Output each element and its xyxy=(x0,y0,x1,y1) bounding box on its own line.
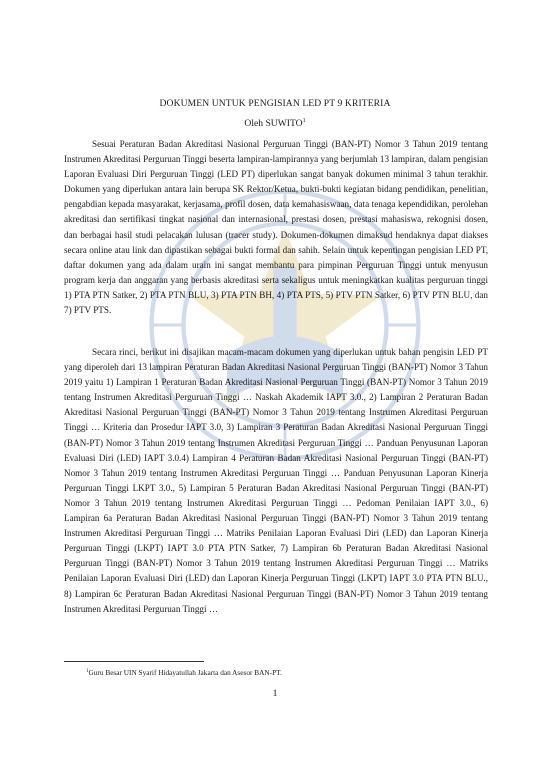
author-footnote-mark: 1 xyxy=(302,118,306,124)
footnote-divider xyxy=(64,661,204,662)
document-title: DOKUMEN UNTUK PENGISIAN LED PT 9 KRITERIA xyxy=(159,98,391,109)
footnote-mark: 1 xyxy=(86,669,89,674)
paragraph-intro: Sesuai Peraturan Badan Akreditasi Nasional Perguruan Tinggi (BAN-PT) Nomor 3 Tahun 2019 tentang Instrumen Akreditasi Perguruan Tinggi beserta lampiran-lampirannya yang berjumlah 13 lampiran, dalam pengisian Laporan Evaluasi Diri Perguruan Tinggi (LED PT) diperlukan sangat banyak dokumen minimal 3 tahun terakhir. Dokumen yang diperlukan antara lain berupa SK Rektor/Ketua, bukti-bukti kegiatan bidang pendidikan, penelitian, pengabdian kepada masyarakat, kerjasama, profil dosen, data kemahasiswaan, data tenaga kependidikan, perolehan akreditasi dan sertifikasi tingkat nasional dan internasional, prestasi dosen, prestasi mahasiswa, rekognisi dosen, dan berbagai hasil studi pelacakan lulusan (tracer study). Dokumen-dokumen dimaksud hendaknya dapat diakses secara online atau link dan dipastikan sebagai bukti formal dan sahih. Selain untuk kepentingan pengisian LED PT, daftar dokumen yang ada dalam urain ini sangat membantu para pimpinan Perguruan Tinggi untuk menyusun program kerja dan anggaran yang berbasis akreditasi serta sekaligus untuk meningkatkan kualitas perguruan tinggi 1) PTA PTN Satker, 2) PTA PTN BLU, 3) PTA PTN BH, 4) PTA PTS, 5) PTV PTN Satker, 6) PTV PTN BLU, dan 7) PTV PTS. xyxy=(64,139,488,316)
footnote-text: Guru Besar UIN Syarif Hidayatullah Jakarta dan Asesor BAN-PT. xyxy=(88,668,282,677)
paragraph-details: Secara rinci, berikut ini disajikan macam-macam dokumen yang diperlukan untuk bahan pengisin LED PT yang diperoleh dari 13 lampiran Peraturan Badan Akreditasi Nasional Perguruan Tinggi (BAN-PT) Nomor 3 Tahun 2019 yaitu 1) Lampiran 1 Peraturan Badan Akreditasi Nasional Perguruan Tinggi (BAN-PT) Nomor 3 Tahun 2019 tentang Instrumen Akreditasi Perguruan Tinggi … Naskah Akademik IAPT 3.0., 2) Lampiran 2 Peraturan Badan Akreditasi Nasional Perguruan Tinggi (BAN-PT) Nomor 3 Tahun 2019 tentang Instrumen Akreditasi Perguruan Tinggi … Kriteria dan Prosedur IAPT 3.0, 3) Lampiran 3 Peraturan Badan Akreditasi Nasional Perguruan Tinggi (BAN-PT) Nomor 3 Tahun 2019 tentang Instrumen Akreditasi Perguruan Tinggi … Panduan Penyusunan Laporan Evaluasi Diri (LED) IAPT 3.0.4) Lampiran 4 Peraturan Badan Akreditasi Nasional Perguruan Tinggi (BAN-PT) Nomor 3 Tahun 2019 tentang Instrumen Akreditasi Perguruan Tinggi … Panduan Penyusunan Laporan Kinerja Perguruan Tinggi LKPT 3.0., 5) Lampiran 5 Peraturan Badan Akreditasi Nasional Perguruan Tinggi (BAN-PT) Nomor 3 Tahun 2019 tentang Instrumen Akreditasi Perguruan Tinggi … Pedoman Penilaian IAPT 3.0., 6) Lampiran 6a Peraturan Badan Akreditasi Nasional Perguruan Tinggi (BAN-PT) Nomor 3 Tahun 2019 tentang Instrumen Akreditasi Perguruan Tinggi … Matriks Penilaian Laporan Evaluasi Diri (LED) dan Laporan Kinerja Perguruan Tinggi (LKPT) IAPT 3.0 PTA PTN Satker, 7) Lampiran 6b Peraturan Badan Akreditasi Nasional Perguruan Tinggi (BAN-PT) Nomor 3 Tahun 2019 tentang Instrumen Akreditasi Perguruan Tinggi … Matriks Penilaian Laporan Evaluasi Diri (LED) dan Laporan Kinerja Perguruan Tinggi (LKPT) IAPT 3.0 PTA PTN BLU., 8) Lampiran 6c Peraturan Badan Akreditasi Nasional Perguruan Tinggi (BAN-PT) Nomor 3 Tahun 2019 tentang Instrumen Akreditasi Perguruan Tinggi … xyxy=(64,347,488,614)
author-name: Oleh SUWITO xyxy=(244,118,303,129)
page-number: 1 xyxy=(272,688,278,699)
author-line xyxy=(64,118,486,129)
footnote xyxy=(64,668,488,677)
